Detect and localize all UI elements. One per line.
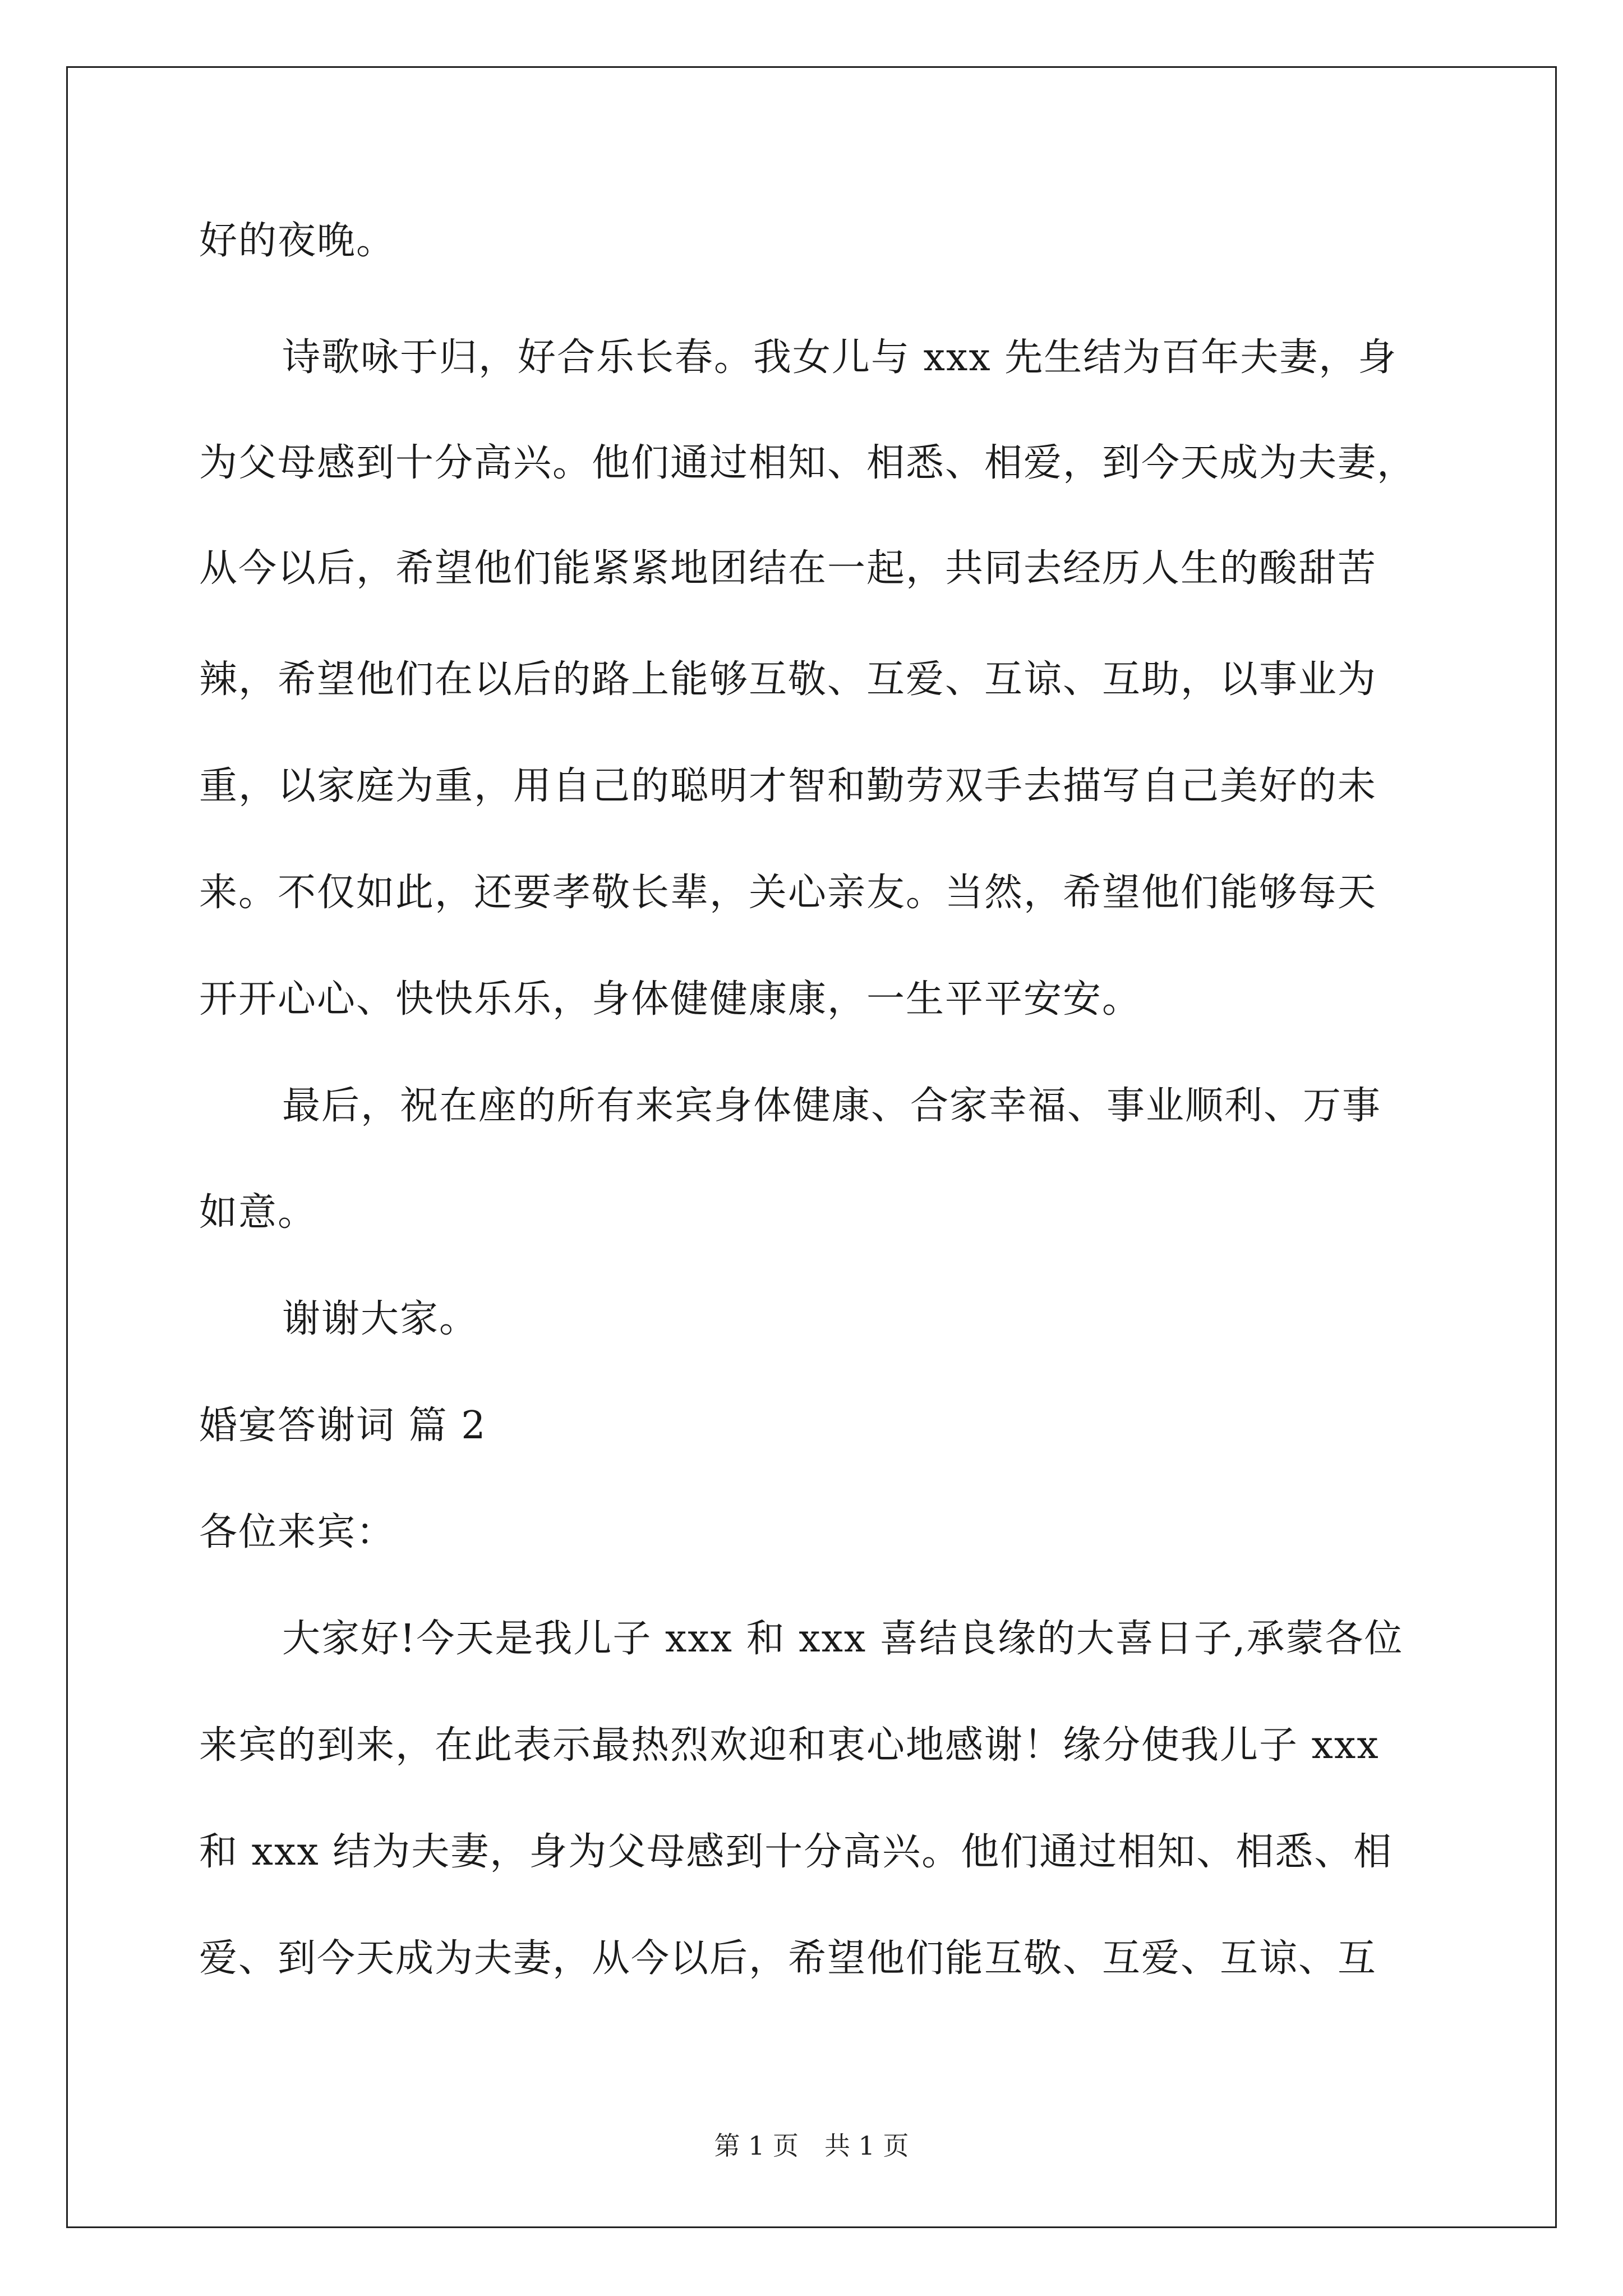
- text-line: 来。不仅如此，还要孝敬长辈，关心亲友。当然，希望他们能够每天: [199, 871, 1377, 915]
- text-line: 好的夜晚。: [199, 219, 396, 263]
- page-total: 共 1 页: [824, 2131, 909, 2161]
- text-line: 和 xxx 结为夫妻，身为父母感到十分高兴。他们通过相知、相悉、相: [199, 1830, 1393, 1874]
- text-line: 来宾的到来，在此表示最热烈欢迎和衷心地感谢！缘分使我儿子 xxx: [199, 1723, 1380, 1768]
- paragraph-line: 大家好!今天是我儿子 xxx 和 xxx 喜结良缘的大喜日子,承蒙各位: [282, 1617, 1404, 1661]
- section-heading: 婚宴答谢词 篇 2: [199, 1404, 487, 1448]
- text-line: 爱、到今天成为夫妻，从今以后，希望他们能互敬、互爱、互谅、互: [199, 1936, 1377, 1981]
- paragraph-line: 谢谢大家。: [282, 1297, 479, 1341]
- text-line: 从今以后，希望他们能紧紧地团结在一起，共同去经历人生的酸甜苦: [199, 546, 1377, 591]
- paragraph-line: 诗歌咏于归，好合乐长春。我女儿与 xxx 先生结为百年夫妻，身: [282, 335, 1398, 380]
- text-line: 为父母感到十分高兴。他们通过相知、相悉、相爱，到今天成为夫妻，: [199, 441, 1417, 485]
- text-line: 辣，希望他们在以后的路上能够互敬、互爱、互谅、互助，以事业为: [199, 657, 1377, 702]
- page-footer: [0, 2130, 1623, 2161]
- text-line: 开开心心、快快乐乐，身体健健康康，一生平平安安。: [199, 977, 1142, 1022]
- paragraph-line: 最后，祝在座的所有来宾身体健康、合家幸福、事业顺利、万事: [282, 1084, 1382, 1128]
- text-line: 如意。: [199, 1190, 317, 1235]
- text-line: 重，以家庭为重，用自己的聪明才智和勤劳双手去描写自己美好的未: [199, 764, 1377, 808]
- page-border: [66, 66, 1557, 2228]
- salutation: 各位来宾：: [199, 1510, 396, 1554]
- page-number: 第 1 页: [714, 2131, 799, 2161]
